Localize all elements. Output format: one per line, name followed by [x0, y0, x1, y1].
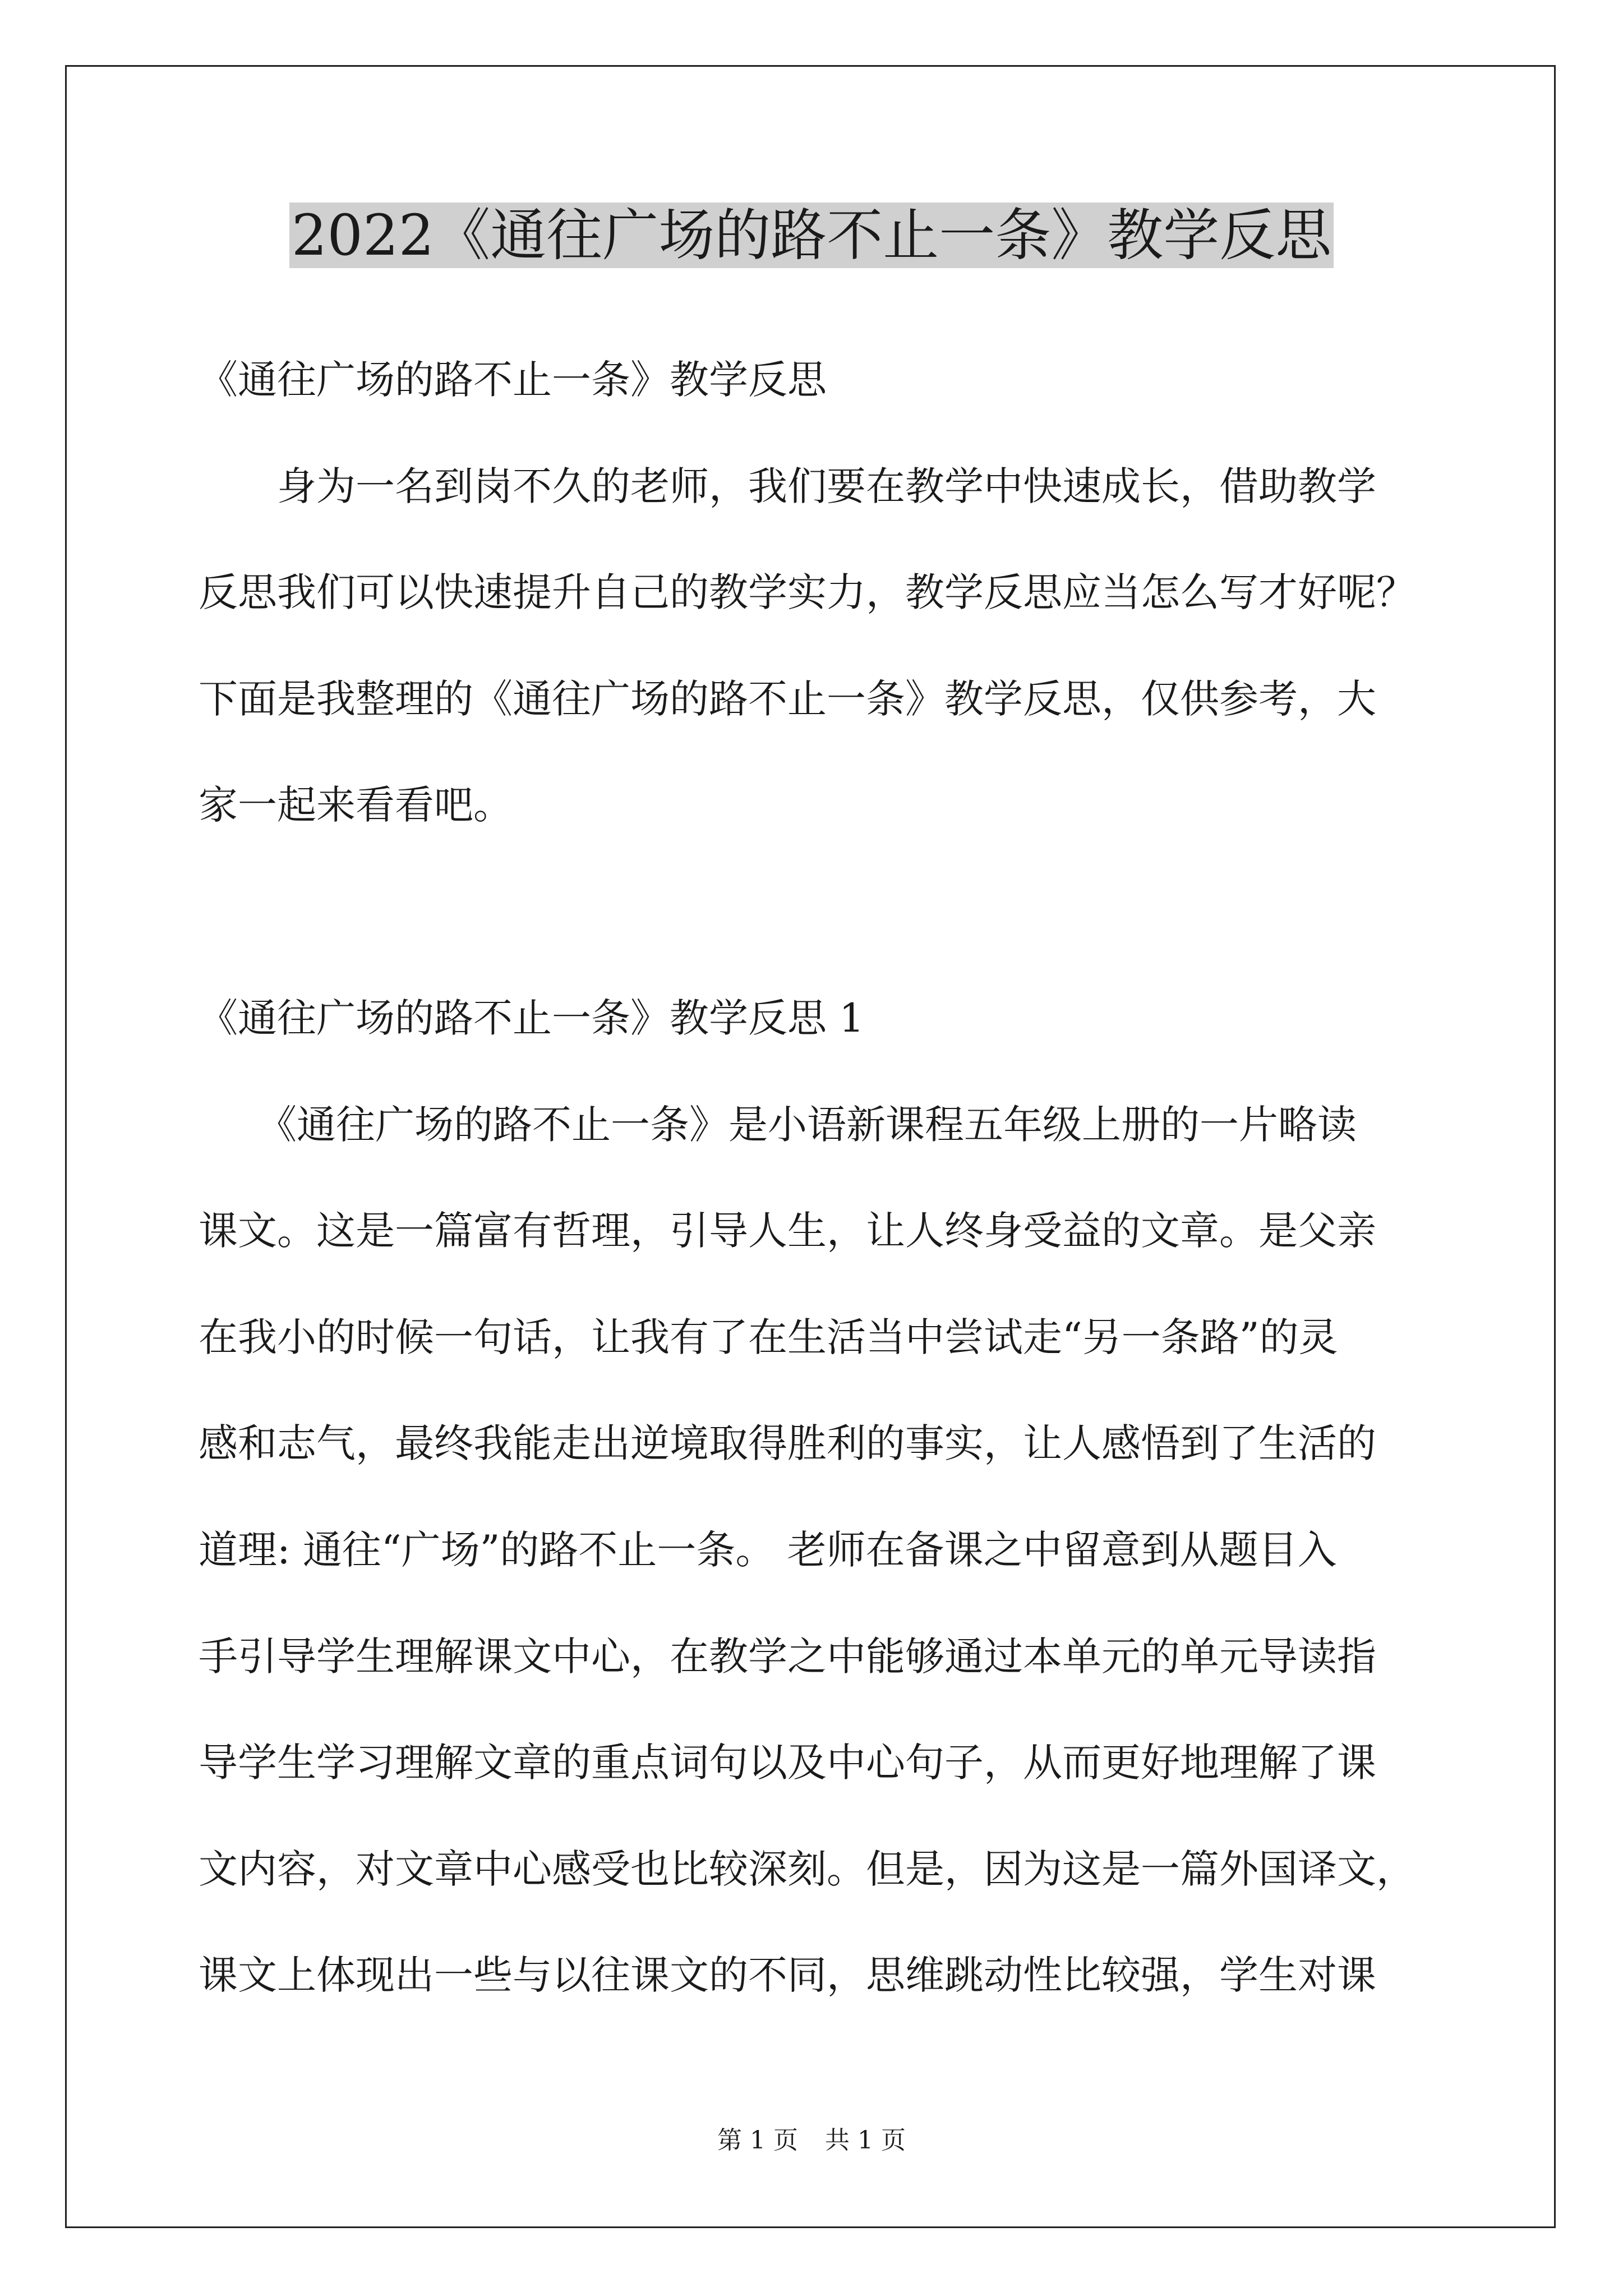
paragraph-line: 感和志气，最终我能走出逆境取得胜利的事实，让人感悟到了生活的: [199, 1420, 1376, 1466]
paragraph-line: 课文上体现出一些与以往课文的不同，思维跳动性比较强，学生对课: [199, 1952, 1376, 1998]
paragraph-line: 道理: 通往“广场”的路不止一条。 老师在备课之中留意到从题目入: [199, 1527, 1337, 1573]
paragraph-line: 家一起来看看吧。: [199, 782, 513, 828]
paragraph-line: 导学生学习理解文章的重点词句以及中心句子，从而更好地理解了课: [199, 1740, 1376, 1786]
paragraph-line: 文内容，对文章中心感受也比较深刻。但是，因为这是一篇外国译文，: [199, 1846, 1415, 1892]
paragraph-line: 下面是我整理的《通往广场的路不止一条》教学反思，仅供参考，大: [199, 676, 1376, 722]
page-total: 共 1 页: [825, 2126, 906, 2155]
paragraph-line: 在我小的时候一句话，让我有了在生活当中尝试走“另一条路”的灵: [199, 1314, 1338, 1360]
section-heading-1: 《通往广场的路不止一条》教学反思 1: [199, 995, 864, 1041]
paragraph-line: 《通往广场的路不止一条》是小语新课程五年级上册的一片略读: [199, 1102, 1357, 1148]
document-title: [0, 199, 1623, 272]
paragraph-line: 手引导学生理解课文中心，在教学之中能够通过本单元的单元导读指: [199, 1634, 1376, 1680]
document-title-text: 2022《通往广场的路不止一条》教学反思: [289, 203, 1334, 268]
section-heading-intro: 《通往广场的路不止一条》教学反思: [199, 357, 827, 403]
paragraph-line: 反思我们可以快速提升自己的教学实力，教学反思应当怎么写才好呢？: [199, 569, 1415, 615]
page-number: 第 1 页: [717, 2126, 798, 2155]
paragraph-line: 身为一名到岗不久的老师，我们要在教学中快速成长，借助教学: [199, 463, 1376, 509]
paragraph-line: 课文。这是一篇富有哲理，引导人生，让人终身受益的文章。是父亲: [199, 1208, 1376, 1254]
page-footer: [0, 2125, 1623, 2156]
